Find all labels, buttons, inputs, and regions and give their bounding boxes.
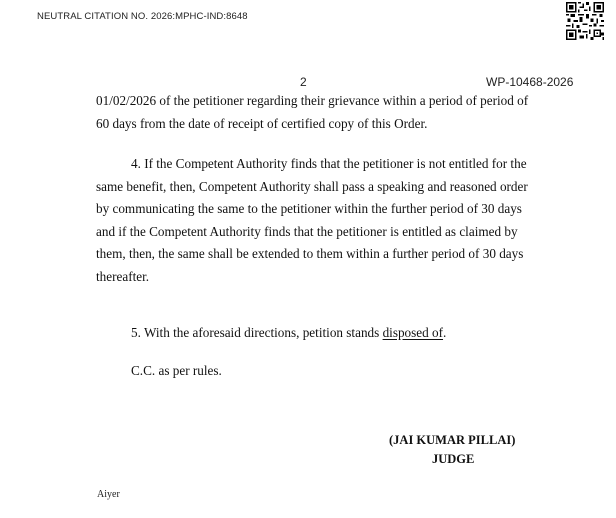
paragraph-4 bbox=[96, 153, 578, 288]
paragraph-line: by communicating the same to the petitioner within the further period of 30 days bbox=[96, 201, 522, 216]
qr-code-icon bbox=[566, 2, 604, 40]
paragraph-line: 60 days from the date of receipt of certified copy of this Order. bbox=[96, 115, 428, 131]
paragraph-line: 4. If the Competent Authority finds that the petitioner is not entitled for the bbox=[131, 156, 527, 171]
paragraph-continuation bbox=[96, 90, 578, 135]
cc-line: C.C. as per rules. bbox=[131, 363, 222, 378]
paragraph-line: 01/02/2026 of the petitioner regarding their grievance within a period of period of bbox=[96, 93, 529, 108]
judge-title: JUDGE bbox=[432, 452, 475, 466]
disposed-of-underlined: disposed of bbox=[382, 325, 444, 340]
paragraph-line: and if the Competent Authority finds that the petitioner is entitled as claimed by bbox=[96, 223, 518, 239]
judge-name: (JAI KUMAR PILLAI) bbox=[389, 433, 516, 447]
paragraph-5-text: 5. With the aforesaid directions, petition stands bbox=[131, 325, 383, 340]
paragraph-5-end: . bbox=[443, 325, 447, 340]
case-number: WP-10468-2026 bbox=[486, 75, 574, 89]
paragraph-line: them, then, the same shall be extended to them within a further period of 30 days bbox=[96, 246, 524, 261]
neutral-citation: NEUTRAL CITATION NO. 2026:MPHC-IND:8648 bbox=[37, 11, 248, 22]
page-number: 2 bbox=[300, 75, 307, 89]
paragraph-line: same benefit, then, Competent Authority shall pass a speaking and reasoned order bbox=[96, 178, 528, 194]
paragraph-5 bbox=[96, 322, 613, 345]
typist-initials: Aiyer bbox=[97, 489, 120, 500]
paragraph-line: thereafter. bbox=[96, 268, 150, 284]
